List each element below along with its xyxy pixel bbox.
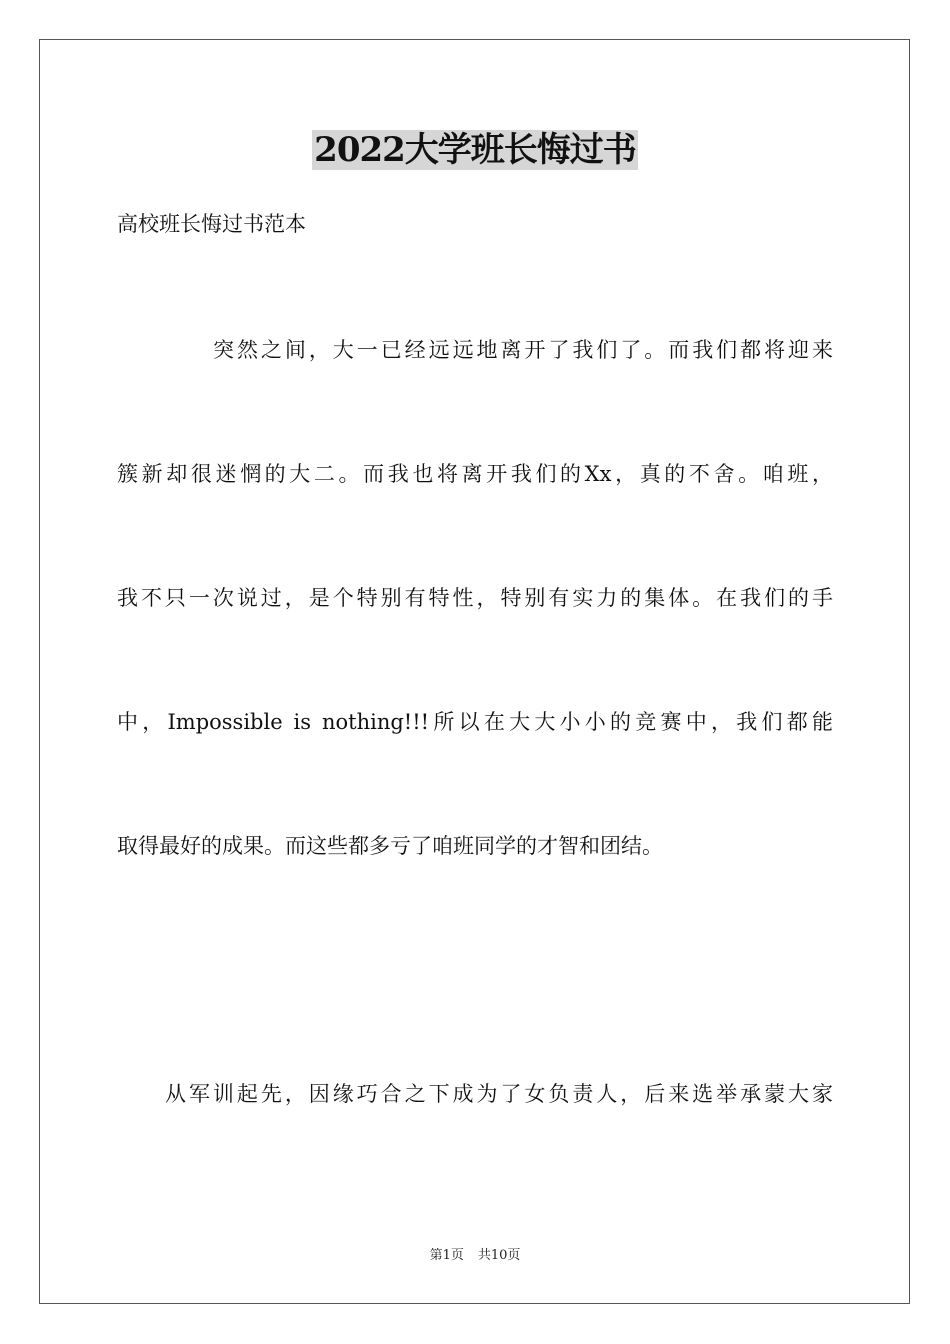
document-title bbox=[0, 128, 950, 172]
paragraph-1-line-5: 取得最好的成果。而这些都多亏了咱班同学的才智和团结。 bbox=[117, 834, 663, 858]
page-footer bbox=[0, 1247, 950, 1265]
page-total: 共10页 bbox=[477, 1248, 521, 1263]
paragraph-1-line-4: 中，Impossible is nothing!!!所以在大大小小的竞赛中，我们都能 bbox=[117, 710, 833, 734]
paragraph-1-line-1: 突然之间，大一已经远远地离开了我们了。而我们都将迎来 bbox=[213, 338, 833, 362]
paragraph-1-line-3: 我不只一次说过，是个特别有特性，特别有实力的集体。在我们的手 bbox=[117, 586, 833, 610]
document-subtitle: 高校班长悔过书范本 bbox=[117, 212, 306, 236]
paragraph-1-line-2: 簇新却很迷惘的大二。而我也将离开我们的Xx，真的不舍。咱班， bbox=[117, 462, 833, 486]
paragraph-2-line-1: 从军训起先，因缘巧合之下成为了女负责人，后来选举承蒙大家 bbox=[165, 1082, 833, 1106]
document-title-text: 2022大学班长悔过书 bbox=[314, 130, 636, 170]
page-number: 第1页 bbox=[429, 1248, 464, 1263]
